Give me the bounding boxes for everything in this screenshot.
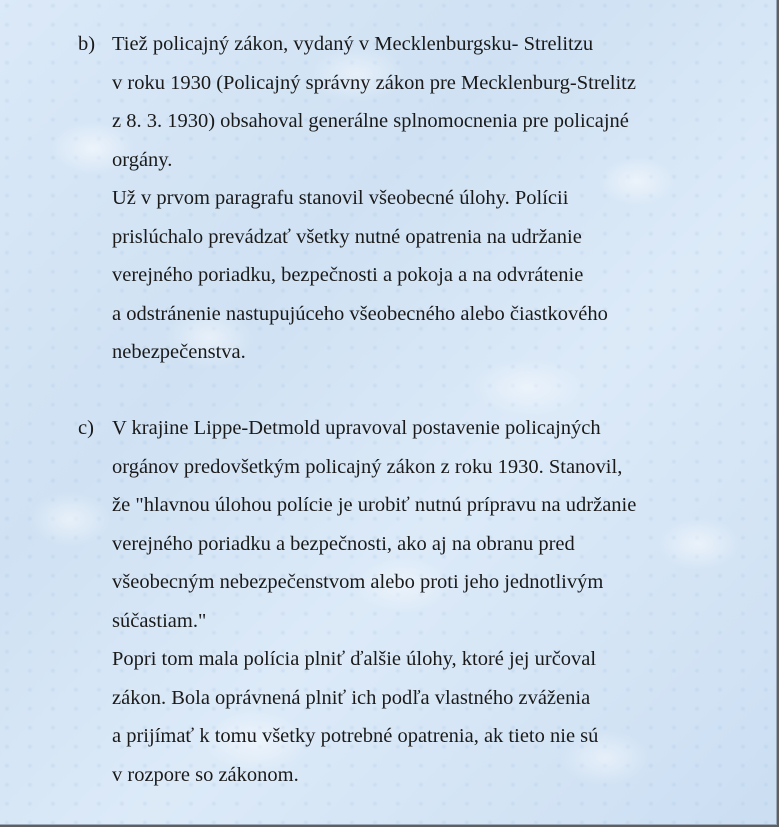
- text-line: orgány.: [112, 148, 173, 171]
- text-line: Popri tom mala polícia plniť ďalšie úlohy, ktoré jej určoval: [112, 648, 597, 670]
- text-line: Už v prvom paragrafu stanovil všeobecné úlohy. Polícii: [112, 187, 569, 209]
- text-line: V krajine Lippe-Detmold upravoval postavenie policajných: [112, 417, 601, 439]
- list-marker: c): [78, 417, 94, 439]
- text-line: súčastiam.": [112, 609, 207, 632]
- text-line: verejného poriadku a bezpečnosti, ako aj na obranu pred: [112, 532, 575, 555]
- text-line: v roku 1930 (Policajný správny zákon pre Mecklenburg-Strelitz: [112, 71, 636, 94]
- text-line: zákon. Bola oprávnená plniť ich podľa vlastného zváženia: [112, 686, 591, 709]
- text-line: a prijímať k tomu všetky potrebné opatrenia, ak tieto nie sú: [112, 725, 599, 747]
- text-line: že "hlavnou úlohou polície je urobiť nutnú prípravu na udržanie: [112, 494, 637, 516]
- text-line: prislúchalo prevádzať všetky nutné opatrenia na udržanie: [112, 225, 582, 248]
- text-line: v rozpore so zákonom.: [112, 763, 299, 786]
- text-line: orgánov predovšetkým policajný zákon z roku 1930. Stanovil,: [112, 455, 623, 478]
- paragraph-c: [112, 409, 752, 794]
- paragraph-b: [112, 25, 752, 372]
- text-line: nebezpečenstva.: [112, 341, 246, 363]
- text-line: Tiež policajný zákon, vydaný v Mecklenburgsku- Strelitzu: [112, 33, 594, 55]
- text-line: verejného poriadku, bezpečnosti a pokoja a na odvrátenie: [112, 264, 584, 286]
- text-line: z 8. 3. 1930) obsahoval generálne splnomocnenia pre policajné: [112, 110, 629, 132]
- text-line: všeobecným nebezpečenstvom alebo proti jeho jednotlivým: [112, 571, 604, 593]
- list-marker: b): [78, 33, 96, 55]
- text-line: a odstránenie nastupujúceho všeobecného alebo čiastkového: [112, 302, 608, 325]
